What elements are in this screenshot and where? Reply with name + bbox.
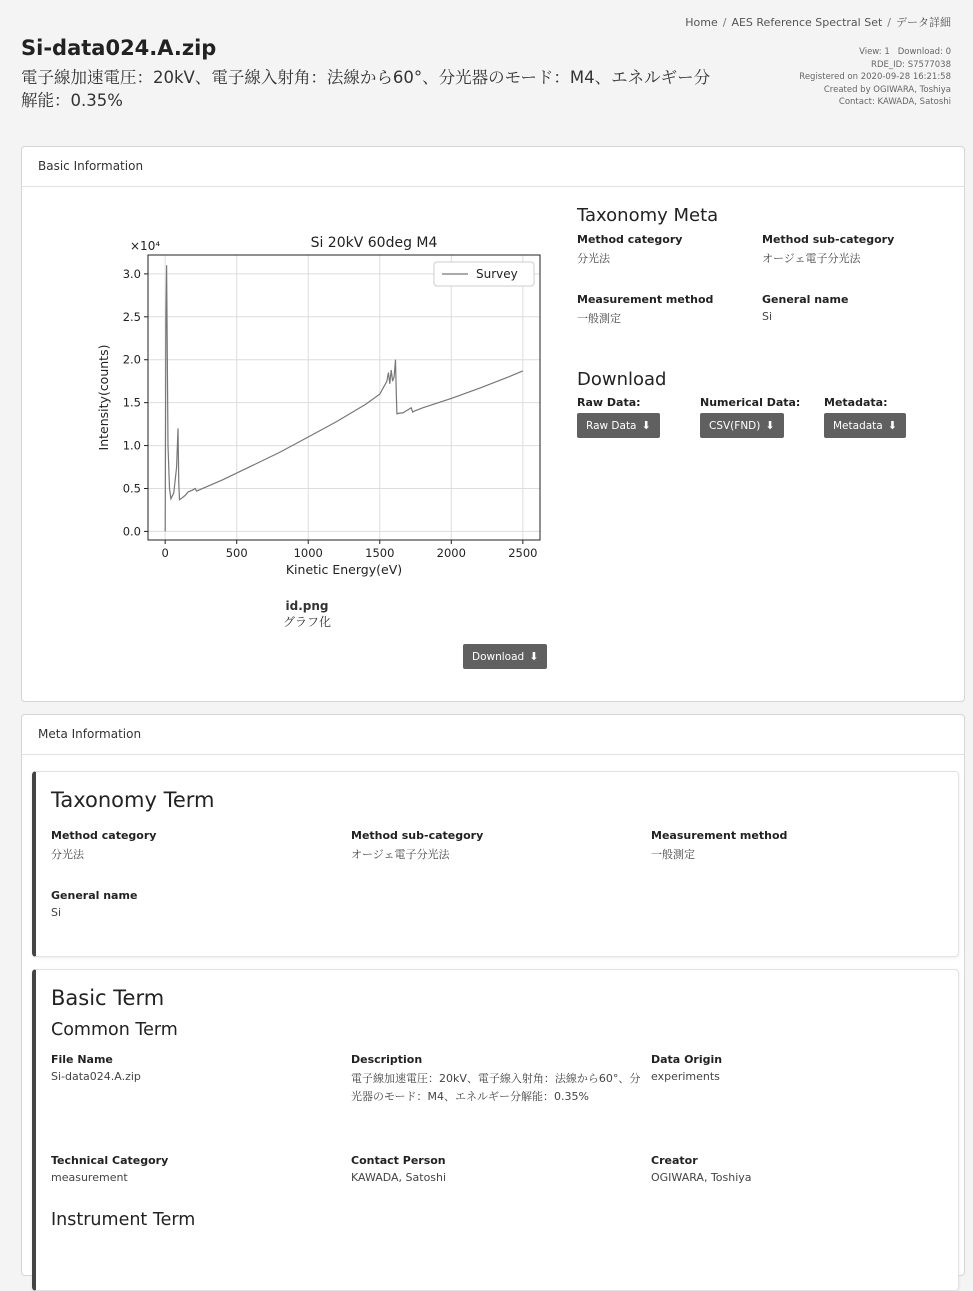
field-label: Contact Person [351,1154,446,1167]
page-subtitle: 電子線加速電圧：20kV、電子線入射角：法線から60°、分光器のモード：M4、エネルギー分解能：0.35% [21,68,711,110]
breadcrumb-separator: / [887,16,891,29]
field-label: Technical Category [51,1154,169,1167]
x-tick-label: 2000 [436,546,466,560]
download-numerical-data [700,396,800,438]
spectrum-chart [82,213,562,597]
taxonomy-term-title: Taxonomy Term [51,788,215,812]
y-tick-label: 3.0 [122,266,141,281]
field-value: オージェ電子分光法 [351,848,450,861]
x-axis-label: Kinetic Energy(eV) [285,562,403,577]
download-count: Download: 0 [897,47,951,57]
field-value: Si [51,906,62,919]
field-file-name [51,1053,141,1083]
download-raw-data [577,396,660,438]
field-method-category [51,829,156,862]
taxonomy-meta-section [577,205,957,370]
field-description [351,1053,643,1106]
card-header: Meta Information [22,715,964,755]
image-download-button[interactable] [463,644,547,669]
field-label: Measurement method [577,293,714,306]
legend-label-survey: Survey [476,267,518,281]
field-value: オージェ電子分光法 [762,252,861,265]
field-label: General name [762,293,849,306]
download-metadata [824,396,906,438]
field-general-name [762,293,848,323]
field-value: Si [762,310,773,323]
download-label: Metadata: [824,396,888,409]
chart-legend [434,262,534,286]
field-value: Si-data024.A.zip [51,1070,141,1083]
chart-grid [148,255,540,540]
instrument-term-title: Instrument Term [51,1210,196,1230]
plot-frame [148,255,540,540]
field-value: OGIWARA, Toshiya [651,1171,752,1184]
download-icon: ⬇ [765,419,775,432]
field-value: 電子線加速電圧：20kV、電子線入射角：法線から60°、分光器のモード：M4、エネルギー分解能：0.35% [351,1072,641,1103]
x-tick-label: 1500 [365,546,395,560]
spectrum-chart-svg [82,213,562,593]
field-value: 一般測定 [651,848,695,861]
field-contact-person [351,1154,446,1184]
y-tick-label: 1.0 [122,438,141,453]
field-method-category [577,233,682,266]
card-header: Basic Information [22,147,964,187]
y-tick-label: 0.0 [122,524,141,539]
field-label: File Name [51,1053,113,1066]
button-label: Raw Data [586,420,637,432]
field-method-sub-category [762,233,894,266]
field-value: KAWADA, Satoshi [351,1171,447,1184]
field-label: Method category [577,233,683,246]
field-value: 分光法 [577,252,610,265]
breadcrumb-home-link[interactable]: Home [685,16,718,29]
button-label: Metadata [833,420,883,432]
y-tick-label: 0.5 [122,481,141,496]
rde-id: RDE_ID: S7577038 [871,59,951,70]
field-label: Description [351,1053,423,1066]
download-section [577,369,957,456]
taxonomy-meta-title: Taxonomy Meta [577,205,719,226]
download-icon: ⬇ [887,419,897,432]
download-label: Numerical Data: [700,396,801,409]
y-tick-label: 2.0 [122,352,141,367]
image-filename: id.png [285,599,329,613]
breadcrumb-separator: / [722,16,727,29]
csv-fnd-button[interactable] [700,413,784,438]
field-label: Creator [651,1154,698,1167]
basic-term-title: Basic Term [51,986,165,1010]
field-label: Method category [51,829,157,842]
contact: Contact: KAWADA, Satoshi [838,97,951,107]
field-method-sub-category [351,829,483,862]
breadcrumb-dataset-link[interactable]: AES Reference Spectral Set [731,16,883,29]
y-tick-label: 1.5 [122,395,141,410]
field-technical-category [51,1154,168,1184]
x-tick-label: 0 [161,546,169,560]
field-label: Data Origin [651,1053,723,1066]
taxonomy-term-panel [32,771,959,957]
button-label: CSV(FND) [709,420,761,432]
breadcrumb [685,14,951,30]
chart-ticks [123,267,538,560]
series-line-survey [165,265,523,531]
download-button-label: Download [472,651,525,663]
basic-term-panel [32,969,959,1291]
basic-information-card [21,146,965,702]
field-data-origin [651,1053,722,1083]
image-label: グラフ化 [282,615,331,629]
y-axis-label: Intensity(counts) [96,344,111,451]
common-term-title: Common Term [51,1020,178,1040]
download-icon: ⬇ [529,650,539,663]
y-axis-multiplier: ×10⁴ [130,239,161,253]
page-title: Si-data024.A.zip [21,36,217,60]
download-icon: ⬇ [641,419,651,432]
meta-information-card [21,714,965,1276]
registered-date: Registered on 2020-09-28 16:21:58 [799,72,951,82]
metadata-button[interactable] [824,413,906,438]
field-creator [651,1154,752,1184]
download-label: Raw Data: [577,396,641,409]
created-by: Created by OGIWARA, Toshiya [823,84,951,95]
field-value: 一般測定 [577,312,621,325]
field-value: measurement [51,1171,128,1184]
image-caption [207,599,407,630]
raw-data-button[interactable] [577,413,660,438]
y-tick-label: 2.5 [122,309,141,324]
breadcrumb-current: データ詳細 [896,16,951,29]
field-label: Method sub-category [762,233,895,246]
x-tick-label: 500 [225,546,248,560]
field-value: experiments [651,1070,720,1083]
download-title: Download [577,369,667,390]
field-value: 分光法 [51,848,84,861]
field-label: General name [51,889,138,902]
x-tick-label: 1000 [293,546,323,560]
field-general-name [51,889,137,919]
field-measurement-method [577,293,713,326]
field-label: Method sub-category [351,829,484,842]
view-count: View: 1 [859,47,890,57]
x-tick-label: 2500 [508,546,538,560]
field-measurement-method [651,829,787,862]
chart-title: Si 20kV 60deg M4 [310,235,438,251]
record-stats [799,46,951,109]
field-label: Measurement method [651,829,788,842]
